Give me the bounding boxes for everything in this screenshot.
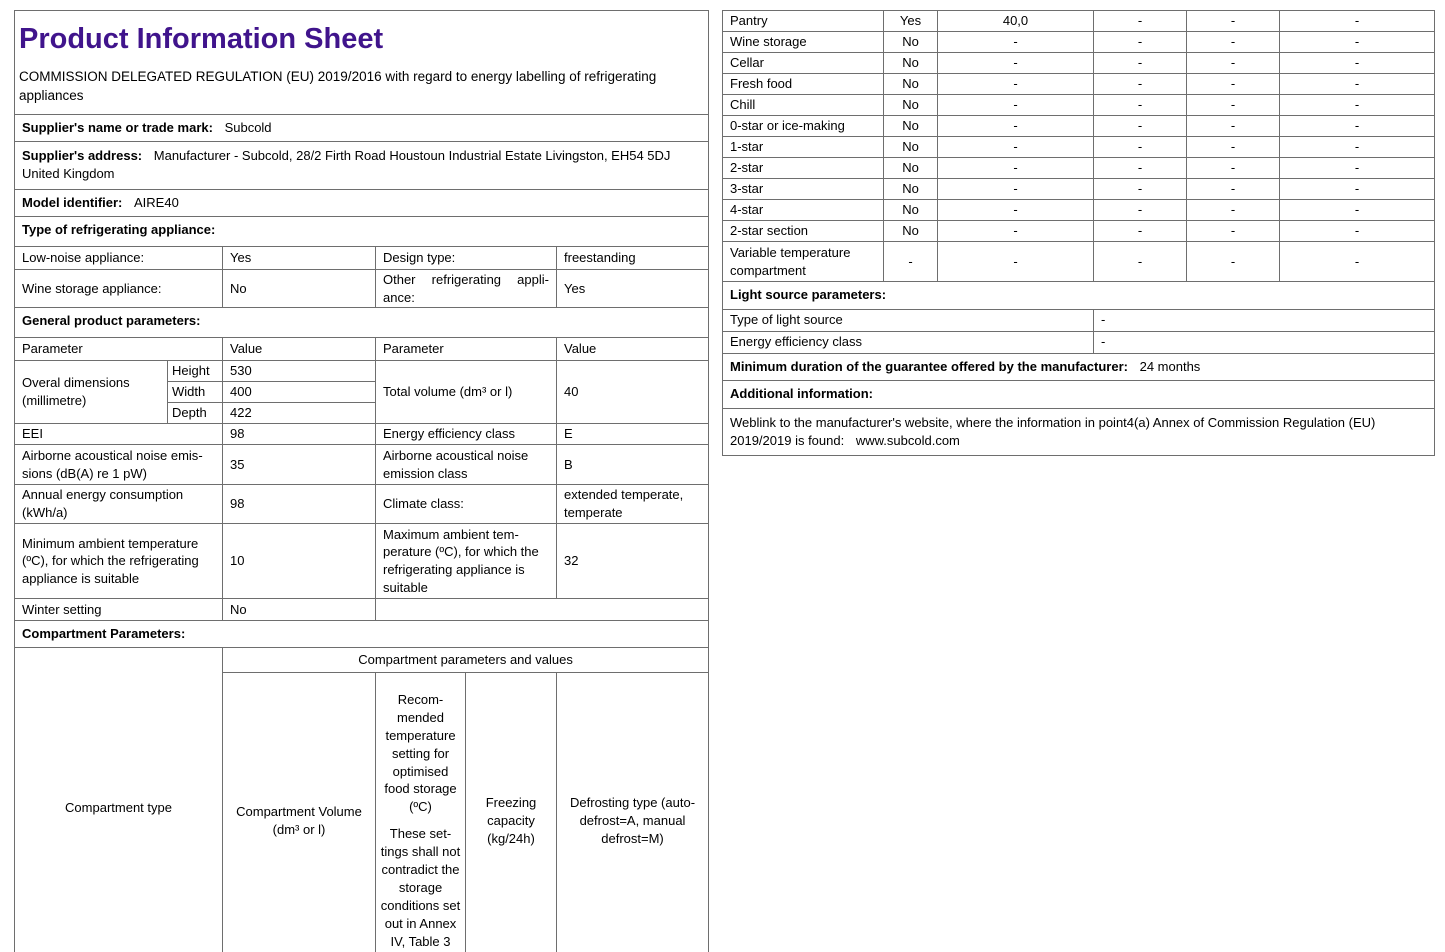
- compartment-freezing-cell: -: [1187, 53, 1280, 74]
- compartment-type-cell: Pantry: [723, 11, 884, 32]
- parameter-cell: Climate class:: [376, 485, 557, 524]
- compartment-type-cell: Fresh food: [723, 74, 884, 95]
- parameter-cell: Winter setting: [15, 599, 223, 621]
- parameter-cell: EEI: [15, 424, 223, 445]
- general-heading-row: [15, 308, 709, 338]
- parameter-cell: Annual energy consumption (kWh/a): [15, 485, 223, 524]
- compartment-group-header: Compartment parameters and values: [223, 648, 709, 673]
- dimensions-row: [15, 361, 709, 382]
- compartment-volume-cell: -: [938, 53, 1094, 74]
- compartment-group-header-row: [15, 648, 709, 673]
- main-info-table: [14, 10, 709, 952]
- regulation-subtitle: COMMISSION DELEGATED REGULATION (EU) 2019/2016 with regard to energy labelling of refrigerating appliances: [19, 69, 657, 103]
- compartment-defrost-cell: -: [1280, 95, 1435, 116]
- supplier-name-label: Supplier's name or trade mark:: [22, 119, 213, 135]
- compartment-type-cell: Wine storage: [723, 32, 884, 53]
- value-cell: 35: [223, 445, 376, 485]
- temp-header-paragraph: These settings shall not contradict the storage conditions set out in Annex IV, Table 3: [380, 826, 461, 949]
- light-source-heading-row: [723, 282, 1435, 310]
- compartment-freezing-cell: -: [1187, 74, 1280, 95]
- compartment-type-cell: 4-star: [723, 200, 884, 221]
- compartment-row-3-star: [723, 179, 1435, 200]
- compartment-freezing-cell: -: [1187, 200, 1280, 221]
- general-row: [15, 485, 709, 524]
- compartment-row-fresh-food: [723, 74, 1435, 95]
- value-cell: -: [1094, 309, 1435, 331]
- compartment-type-cell: Chill: [723, 95, 884, 116]
- compartment-temp-cell: -: [1094, 95, 1187, 116]
- compartment-freezing-cell: -: [1187, 179, 1280, 200]
- compartment-row-0-star: [723, 116, 1435, 137]
- compartment-freezing-cell: -: [1187, 137, 1280, 158]
- compartment-defrost-cell: -: [1280, 158, 1435, 179]
- compartment-row-wine-storage: [723, 32, 1435, 53]
- defrosting-type-header: Defrosting type (auto-defrost=A, manual defrost=M): [557, 673, 709, 952]
- dimension-value-cell: 422: [223, 403, 376, 424]
- dimension-name-cell: Height: [168, 361, 223, 382]
- compartment-temp-cell: -: [1094, 158, 1187, 179]
- value-cell: freestanding: [557, 246, 709, 269]
- general-row: [15, 424, 709, 445]
- compartment-freezing-cell: -: [1187, 95, 1280, 116]
- compartment-volume-cell: -: [938, 242, 1094, 282]
- model-identifier-row: [15, 189, 709, 216]
- compartment-temp-cell: -: [1094, 53, 1187, 74]
- compartment-present-cell: No: [884, 74, 938, 95]
- compartment-present-cell: No: [884, 95, 938, 116]
- compartment-volume-cell: -: [938, 221, 1094, 242]
- column-header: Parameter: [376, 338, 557, 361]
- parameter-cell: Maximum ambient temperature (ºC), for which the refrigerating appliance is suitable: [376, 524, 557, 599]
- compartment-temp-cell: -: [1094, 116, 1187, 137]
- compartment-temp-cell: -: [1094, 221, 1187, 242]
- weblink-label: Weblink to the manufacturer's website, where the information in point4(a) Annex of Commission Regulation (EU) 2019/2019 is found:: [730, 414, 1376, 448]
- compartment-defrost-cell: -: [1280, 53, 1435, 74]
- additional-info-heading-row: [723, 380, 1435, 408]
- weblink-value: www.subcold.com: [855, 432, 960, 448]
- compartment-volume-cell: 40,0: [938, 11, 1094, 32]
- model-identifier-label: Model identifier:: [22, 194, 123, 210]
- column-header: Value: [223, 338, 376, 361]
- compartment-row-2-star-section: [723, 221, 1435, 242]
- value-cell: -: [1094, 331, 1435, 353]
- compartment-present-cell: Yes: [884, 11, 938, 32]
- value-cell: 32: [557, 524, 709, 599]
- compartment-volume-cell: -: [938, 137, 1094, 158]
- parameter-cell: Other refrigerating appliance:: [376, 269, 557, 308]
- parameter-cell: Design type:: [376, 246, 557, 269]
- dimension-name-cell: Depth: [168, 403, 223, 424]
- parameter-cell: Total volume (dm³ or l): [376, 361, 557, 424]
- compartment-defrost-cell: -: [1280, 137, 1435, 158]
- compartment-defrost-cell: -: [1280, 11, 1435, 32]
- compartment-temp-cell: -: [1094, 32, 1187, 53]
- parameter-cell: Type of light source: [723, 309, 1094, 331]
- compartment-volume-cell: -: [938, 32, 1094, 53]
- page-title: Product Information Sheet: [19, 23, 384, 55]
- additional-info-heading: Additional information:: [723, 380, 1435, 408]
- guarantee-row: [723, 353, 1435, 380]
- column-header: Value: [557, 338, 709, 361]
- dimensions-label-cell: Overal dimensions (millimetre): [15, 361, 168, 424]
- compartment-present-cell: No: [884, 221, 938, 242]
- compartment-defrost-cell: -: [1280, 221, 1435, 242]
- compartment-row-2-star: [723, 158, 1435, 179]
- compartment-type-cell: 1-star: [723, 137, 884, 158]
- weblink-row: [723, 408, 1435, 455]
- compartment-type-cell: 0-star or ice-making: [723, 116, 884, 137]
- compartment-present-cell: No: [884, 158, 938, 179]
- compartment-present-cell: No: [884, 179, 938, 200]
- compartment-freezing-cell: -: [1187, 11, 1280, 32]
- guarantee-value: 24 months: [1139, 358, 1201, 374]
- compartment-volume-cell: -: [938, 95, 1094, 116]
- compartment-volume-cell: -: [938, 74, 1094, 95]
- type-section-heading-row: [15, 216, 709, 246]
- compartment-temp-cell: -: [1094, 137, 1187, 158]
- parameter-cell: Low-noise appliance:: [15, 246, 223, 269]
- model-identifier-value: AIRE40: [134, 194, 179, 210]
- compartment-temp-cell: -: [1094, 74, 1187, 95]
- compartment-volume-cell: -: [938, 158, 1094, 179]
- winter-setting-row: [15, 599, 709, 621]
- general-row: [15, 524, 709, 599]
- dimension-value-cell: 400: [223, 382, 376, 403]
- dimension-value-cell: 530: [223, 361, 376, 382]
- compartment-volume-header: Compartment Volume (dm³ or l): [223, 673, 376, 952]
- compartment-type-cell: 3-star: [723, 179, 884, 200]
- compartment-defrost-cell: -: [1280, 32, 1435, 53]
- compartment-type-cell: 2-star: [723, 158, 884, 179]
- compartment-defrost-cell: -: [1280, 200, 1435, 221]
- compartment-present-cell: No: [884, 32, 938, 53]
- compartment-heading-row: [15, 621, 709, 648]
- empty-cell: [376, 599, 709, 621]
- value-cell: No: [223, 599, 376, 621]
- compartment-present-cell: No: [884, 200, 938, 221]
- compartment-temp-cell: -: [1094, 200, 1187, 221]
- parameter-cell: Airborne acoustical noise emission class: [376, 445, 557, 485]
- general-row: [15, 445, 709, 485]
- value-cell: Yes: [223, 246, 376, 269]
- compartment-freezing-cell: -: [1187, 242, 1280, 282]
- value-cell: 98: [223, 485, 376, 524]
- type-section-heading: Type of refrigerating appliance:: [15, 216, 709, 246]
- compartment-row-1-star: [723, 137, 1435, 158]
- compartment-row-variable-temperature: [723, 242, 1435, 282]
- supplier-address-value: Manufacturer - Subcold, 28/2 Firth Road Houstoun Industrial Estate Livingston, EH54 5DJ United Kingdom: [22, 148, 671, 182]
- freezing-capacity-header: Freezing capacity (kg/24h): [466, 673, 557, 952]
- parameter-cell: Minimum ambient temperature (ºC), for which the refrigerating appliance is suitable: [15, 524, 223, 599]
- compartment-row-pantry: [723, 11, 1435, 32]
- value-cell: B: [557, 445, 709, 485]
- compartment-freezing-cell: -: [1187, 32, 1280, 53]
- compartment-freezing-cell: -: [1187, 158, 1280, 179]
- light-source-heading: Light source parameters:: [723, 282, 1435, 310]
- compartment-present-cell: -: [884, 242, 938, 282]
- compartment-temp-cell: -: [1094, 11, 1187, 32]
- compartment-temp-header: [376, 673, 466, 952]
- compartment-defrost-cell: -: [1280, 74, 1435, 95]
- general-header-row: [15, 338, 709, 361]
- type-row: [15, 246, 709, 269]
- parameter-cell: Energy efficiency class: [723, 331, 1094, 353]
- compartment-defrost-cell: -: [1280, 242, 1435, 282]
- supplier-name-value: Subcold: [224, 119, 272, 135]
- compartment-type-cell: 2-star section: [723, 221, 884, 242]
- value-cell: Yes: [557, 269, 709, 308]
- dimension-name-cell: Width: [168, 382, 223, 403]
- compartment-section-heading: Compartment Parameters:: [15, 621, 709, 648]
- compartment-values-table: [722, 10, 1435, 456]
- value-cell: 40: [557, 361, 709, 424]
- value-cell: E: [557, 424, 709, 445]
- value-cell: extended temperate, temperate: [557, 485, 709, 524]
- compartment-type-header: Compartment type: [15, 648, 223, 952]
- light-source-row: [723, 331, 1435, 353]
- supplier-name-row: [15, 114, 709, 141]
- compartment-temp-cell: -: [1094, 242, 1187, 282]
- compartment-present-cell: No: [884, 53, 938, 74]
- supplier-address-label: Supplier's address:: [22, 148, 143, 164]
- parameter-cell: Airborne acoustical noise emissions (dB(A) re 1 pW): [15, 445, 223, 485]
- compartment-present-cell: No: [884, 137, 938, 158]
- parameter-cell: Wine storage appliance:: [15, 269, 223, 308]
- compartment-volume-cell: -: [938, 116, 1094, 137]
- compartment-type-cell: Cellar: [723, 53, 884, 74]
- compartment-freezing-cell: -: [1187, 116, 1280, 137]
- guarantee-label: Minimum duration of the guarantee offered by the manufacturer:: [730, 358, 1128, 374]
- compartment-temp-cell: -: [1094, 179, 1187, 200]
- compartment-present-cell: No: [884, 116, 938, 137]
- compartment-row-cellar: [723, 53, 1435, 74]
- title-row: [15, 11, 709, 115]
- light-source-row: [723, 309, 1435, 331]
- compartment-volume-cell: -: [938, 200, 1094, 221]
- column-header: Parameter: [15, 338, 223, 361]
- compartment-volume-cell: -: [938, 179, 1094, 200]
- compartment-type-cell: Variable temperature compartment: [723, 242, 884, 282]
- value-cell: No: [223, 269, 376, 308]
- compartment-row-4-star: [723, 200, 1435, 221]
- value-cell: 10: [223, 524, 376, 599]
- compartment-row-chill: [723, 95, 1435, 116]
- compartment-defrost-cell: -: [1280, 179, 1435, 200]
- general-section-heading: General product parameters:: [15, 308, 709, 338]
- supplier-address-row: [15, 141, 709, 189]
- compartment-defrost-cell: -: [1280, 116, 1435, 137]
- compartment-freezing-cell: -: [1187, 221, 1280, 242]
- parameter-cell: Energy efficiency class: [376, 424, 557, 445]
- type-row: [15, 269, 709, 308]
- temp-header-paragraph: Recommended temperature setting for optimised food storage (ºC): [384, 691, 457, 815]
- value-cell: 98: [223, 424, 376, 445]
